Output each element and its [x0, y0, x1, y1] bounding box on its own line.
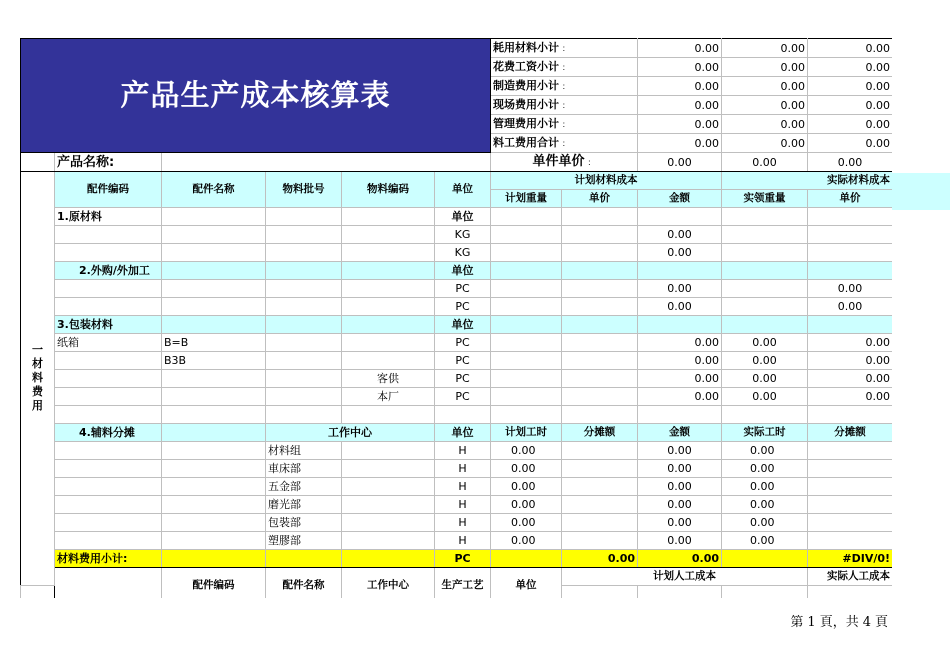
planned-hours-cell[interactable]: 0.00: [491, 495, 562, 513]
table-row: [21, 531, 893, 549]
unit-cell[interactable]: H: [435, 531, 491, 549]
actual-price-cell[interactable]: 0.00: [808, 280, 892, 298]
subtotal-amount: 0.00: [638, 549, 722, 567]
actual-hours-cell[interactable]: 0.00: [722, 459, 808, 477]
table-row: [21, 477, 893, 495]
col-header: 配件名称: [162, 172, 266, 208]
amount-cell[interactable]: 0.00: [638, 298, 722, 316]
work-center-cell[interactable]: 五金部: [266, 477, 342, 495]
product-name-label: 产品名称:: [55, 153, 162, 172]
section-label: 2.外购/外加工: [55, 262, 162, 280]
amount-cell[interactable]: 0.00: [638, 352, 722, 370]
summary-value[interactable]: 0.00: [638, 39, 722, 58]
summary-value[interactable]: 0.00: [638, 115, 722, 134]
col-header: 计划工时: [491, 423, 562, 441]
col-header: 物料批号: [266, 172, 342, 208]
subtotal-unit: PC: [435, 549, 491, 567]
unit-cell[interactable]: PC: [435, 352, 491, 370]
section-label: 1.原材料: [55, 208, 162, 226]
summary-label: 现场费用小计 ：: [491, 96, 638, 115]
summary-value[interactable]: 0.00: [722, 115, 808, 134]
col-header: 实领重量: [722, 190, 808, 208]
table-row: [21, 388, 893, 406]
summary-value[interactable]: 0.00: [638, 77, 722, 96]
material-code-cell[interactable]: 客供: [342, 370, 435, 388]
unit-price-value[interactable]: 0.00: [638, 153, 722, 172]
summary-value[interactable]: 0.00: [808, 115, 892, 134]
part-name-cell[interactable]: B3B: [162, 352, 266, 370]
table-row: [21, 406, 893, 424]
col-header: 单价: [562, 190, 638, 208]
planned-hours-cell[interactable]: 0.00: [491, 459, 562, 477]
amount-cell[interactable]: 0.00: [638, 334, 722, 352]
summary-value[interactable]: 0.00: [808, 39, 892, 58]
col-header: 配件名称: [266, 567, 342, 598]
actual-weight-cell[interactable]: 0.00: [722, 388, 808, 406]
col-group-header: 计划人工成本: [562, 567, 808, 585]
amount-cell[interactable]: 0.00: [638, 477, 722, 495]
page-footer: 第 1 頁，共 4 頁: [790, 615, 888, 630]
summary-value[interactable]: 0.00: [722, 39, 808, 58]
part-name-cell[interactable]: [162, 388, 266, 406]
actual-price-cell[interactable]: 0.00: [808, 388, 892, 406]
table-row: [21, 459, 893, 477]
summary-value[interactable]: 0.00: [638, 58, 722, 77]
work-center-cell[interactable]: 車床部: [266, 459, 342, 477]
work-center-cell[interactable]: 包裝部: [266, 513, 342, 531]
material-code-cell[interactable]: [342, 334, 435, 352]
actual-price-cell[interactable]: 0.00: [808, 334, 892, 352]
cost-sheet: [20, 38, 892, 598]
amount-cell[interactable]: 0.00: [638, 280, 722, 298]
table-row: [21, 352, 893, 370]
amount-cell[interactable]: 0.00: [638, 441, 722, 459]
amount-cell[interactable]: 0.00: [638, 244, 722, 262]
work-center-cell[interactable]: 塑膠部: [266, 531, 342, 549]
actual-price-cell[interactable]: 0.00: [808, 352, 892, 370]
planned-hours-cell[interactable]: 0.00: [491, 441, 562, 459]
part-name-cell[interactable]: B=B: [162, 334, 266, 352]
section-label: 4.辅料分摊: [55, 423, 162, 441]
labor-section-label: [55, 567, 162, 598]
page-title: 产品生产成本核算表: [21, 39, 491, 153]
unit-cell[interactable]: KG: [435, 244, 491, 262]
summary-label: 管理费用小计 ：: [491, 115, 638, 134]
section-vertical-label: 一材料费用: [21, 172, 55, 586]
actual-hours-cell[interactable]: 0.00: [722, 441, 808, 459]
actual-hours-cell[interactable]: 0.00: [722, 477, 808, 495]
amount-cell[interactable]: 0.00: [638, 370, 722, 388]
actual-weight-cell[interactable]: 0.00: [722, 370, 808, 388]
planned-hours-cell[interactable]: 0.00: [491, 531, 562, 549]
col-group-header: 实际人工成本: [808, 567, 892, 585]
unit-header: 单位: [435, 262, 491, 280]
table-row: [21, 280, 893, 298]
part-code-cell[interactable]: [55, 352, 162, 370]
col-header: 金额: [638, 190, 722, 208]
col-header: 金额: [638, 423, 722, 441]
spacer-cell: [21, 153, 55, 172]
material-code-cell[interactable]: [342, 352, 435, 370]
unit-header: 单位: [435, 208, 491, 226]
work-center-cell[interactable]: 磨光部: [266, 495, 342, 513]
summary-value[interactable]: 0.00: [722, 96, 808, 115]
summary-value[interactable]: 0.00: [808, 134, 892, 153]
product-name-input[interactable]: [162, 153, 491, 172]
col-header: 配件编码: [55, 172, 162, 208]
unit-header: 单位: [435, 316, 491, 334]
part-name-cell[interactable]: [162, 370, 266, 388]
actual-hours-cell[interactable]: 0.00: [722, 495, 808, 513]
unit-cell[interactable]: PC: [435, 280, 491, 298]
unit-cell[interactable]: H: [435, 477, 491, 495]
amount-cell[interactable]: 0.00: [638, 459, 722, 477]
col-header: 实际工时: [722, 423, 808, 441]
col-header: 计划重量: [491, 190, 562, 208]
table-row: [21, 244, 893, 262]
table-row: [21, 334, 893, 352]
unit-cell[interactable]: PC: [435, 370, 491, 388]
summary-value[interactable]: 0.00: [722, 134, 808, 153]
summary-label: 花费工资小计 ：: [491, 58, 638, 77]
summary-label: 耗用材料小计 ：: [491, 39, 638, 58]
unit-cell[interactable]: H: [435, 513, 491, 531]
table-row: [21, 441, 893, 459]
col-header: 分摊额: [808, 423, 892, 441]
unit-header: 单位: [435, 423, 491, 441]
unit-cell[interactable]: KG: [435, 226, 491, 244]
amount-cell[interactable]: 0.00: [638, 531, 722, 549]
col-header: 分摊额: [562, 423, 638, 441]
cost-table: [20, 38, 892, 598]
unit-price-label: 单件单价 ：: [491, 153, 638, 172]
unit-cell[interactable]: H: [435, 495, 491, 513]
planned-hours-cell[interactable]: 0.00: [491, 477, 562, 495]
table-row: [21, 370, 893, 388]
planned-hours-cell[interactable]: 0.00: [491, 513, 562, 531]
table-row: [21, 226, 893, 244]
part-code-cell[interactable]: [55, 370, 162, 388]
subtotal-label: 材料费用小计:: [55, 549, 162, 567]
table-row: [21, 298, 893, 316]
cyan-band: [892, 173, 950, 210]
summary-value[interactable]: 0.00: [722, 58, 808, 77]
actual-price-cell[interactable]: 0.00: [808, 370, 892, 388]
actual-hours-cell[interactable]: 0.00: [722, 513, 808, 531]
amount-cell[interactable]: 0.00: [638, 226, 722, 244]
col-group-header: 实际材料成本: [722, 172, 892, 190]
summary-label: 制造费用小计 ：: [491, 77, 638, 96]
actual-price-cell[interactable]: 0.00: [808, 298, 892, 316]
summary-value[interactable]: 0.00: [638, 96, 722, 115]
summary-label: 料工费用合计 ：: [491, 134, 638, 153]
summary-value[interactable]: 0.00: [808, 96, 892, 115]
part-code-cell[interactable]: [55, 388, 162, 406]
unit-cell[interactable]: PC: [435, 298, 491, 316]
col-header: 工作中心: [342, 567, 435, 598]
summary-value[interactable]: 0.00: [808, 58, 892, 77]
unit-cell[interactable]: H: [435, 441, 491, 459]
unit-price-value[interactable]: 0.00: [722, 153, 808, 172]
material-code-cell[interactable]: 本厂: [342, 388, 435, 406]
table-row: [21, 495, 893, 513]
unit-cell[interactable]: PC: [435, 334, 491, 352]
table-row: [21, 513, 893, 531]
col-header: 生产工艺: [435, 567, 491, 598]
subtotal-unit-price: 0.00: [562, 549, 638, 567]
unit-cell[interactable]: H: [435, 459, 491, 477]
actual-hours-cell[interactable]: 0.00: [722, 531, 808, 549]
section-label: 3.包装材料: [55, 316, 162, 334]
amount-cell[interactable]: 0.00: [638, 388, 722, 406]
unit-cell[interactable]: PC: [435, 388, 491, 406]
subtotal-actual-price: #DIV/0!: [808, 549, 892, 567]
col-header: 物料编码: [342, 172, 435, 208]
col-header: 单位: [491, 567, 562, 598]
work-center-cell[interactable]: 材料组: [266, 441, 342, 459]
col-group-header: 计划材料成本: [491, 172, 722, 190]
summary-value[interactable]: 0.00: [808, 77, 892, 96]
col-header: 配件编码: [162, 567, 266, 598]
col-header: 单位: [435, 172, 491, 208]
col-header: 单价: [808, 190, 892, 208]
actual-weight-cell[interactable]: 0.00: [722, 334, 808, 352]
actual-weight-cell[interactable]: 0.00: [722, 352, 808, 370]
summary-value[interactable]: 0.00: [722, 77, 808, 96]
amount-cell[interactable]: 0.00: [638, 495, 722, 513]
amount-cell[interactable]: 0.00: [638, 513, 722, 531]
summary-value[interactable]: 0.00: [638, 134, 722, 153]
work-center-header: 工作中心: [266, 423, 435, 441]
part-code-cell[interactable]: 纸箱: [55, 334, 162, 352]
unit-price-value[interactable]: 0.00: [808, 153, 892, 172]
